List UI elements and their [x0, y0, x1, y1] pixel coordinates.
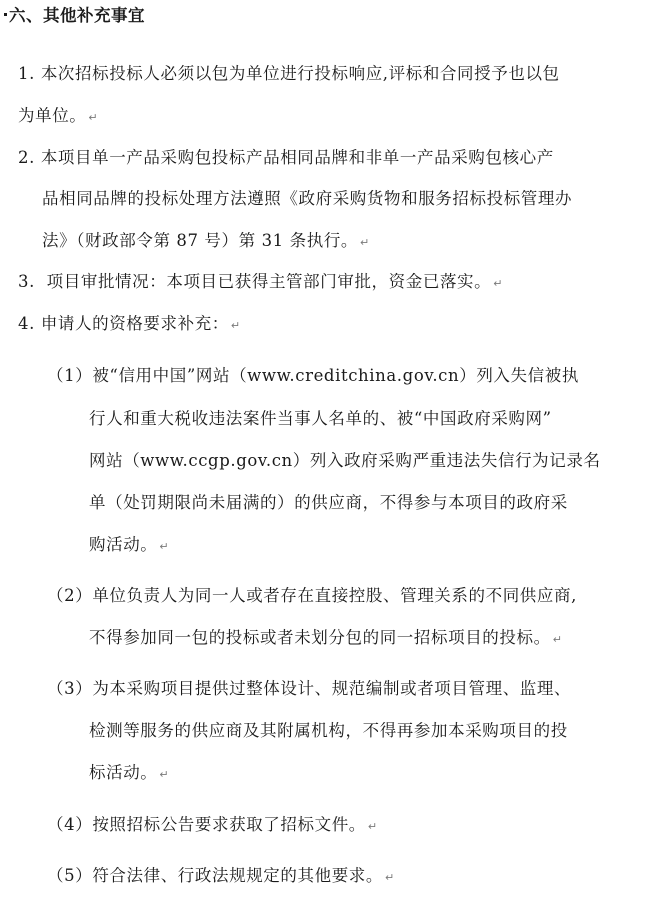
sub-item-number: （1）	[47, 366, 93, 385]
paragraph-mark-icon: ↵	[360, 236, 370, 249]
sub-5-line-1: （5）符合法律、行政法规规定的其他要求。 ↵	[47, 866, 395, 885]
item-1-line-2: 为单位。 ↵	[18, 106, 98, 125]
paragraph-mark-icon: ↵	[493, 277, 503, 290]
sub-2-line-2: 不得参加同一包的投标或者未划分包的同一招标项目的投标。 ↵	[89, 628, 562, 647]
paragraph-mark-icon: ↵	[552, 633, 562, 646]
sub-item-number: （4）	[47, 815, 93, 834]
item-3-line-1: 3. 项目审批情况：本项目已获得主管部门审批，资金已落实。 ↵	[18, 272, 503, 291]
section-heading: 六、其他补充事宜	[4, 6, 145, 26]
sub-4-line-1: （4）按照招标公告要求获取了招标文件。 ↵	[47, 815, 378, 834]
sub-3-line-2: 检测等服务的供应商及其附属机构，不得再参加本采购项目的投	[89, 721, 568, 740]
item-2-line-2: 品相同品牌的投标处理方法遵照《政府采购货物和服务招标投标管理办	[42, 189, 573, 208]
paragraph-mark-icon: ↵	[88, 111, 98, 124]
paragraph-mark-icon: ↵	[367, 820, 378, 833]
item-2-line-1: 2. 本项目单一产品采购包投标产品相同品牌和非单一产品采购包核心产	[18, 148, 554, 167]
heading-bullet-icon	[4, 13, 7, 16]
item-number: 3.	[18, 272, 35, 291]
item-number: 1.	[18, 64, 35, 83]
sub-2-line-1: （2）单位负责人为同一人或者存在直接控股、管理关系的不同供应商,	[47, 586, 577, 605]
sub-1-line-1: （1）被“信用中国”网站（www.creditchina.gov.cn）列入失信被执	[47, 366, 579, 385]
paragraph-mark-icon: ↵	[159, 540, 169, 553]
paragraph-mark-icon: ↵	[159, 768, 169, 781]
item-number: 2.	[18, 148, 35, 167]
sub-1-line-4: 单（处罚期限尚未届满的）的供应商，不得参与本项目的政府采	[89, 493, 568, 512]
sub-1-line-2: 行人和重大税收违法案件当事人名单的、被“中国政府采购网”	[89, 409, 552, 428]
sub-1-line-3: 网站（www.ccgp.gov.cn）列入政府采购严重违法失信行为记录名	[89, 451, 601, 470]
item-2-line-3: 法》（财政部令第 87 号）第 31 条执行。 ↵	[42, 231, 370, 250]
item-4-line-1: 4. 申请人的资格要求补充： ↵	[18, 314, 241, 333]
paragraph-mark-icon: ↵	[385, 871, 395, 884]
paragraph-mark-icon: ↵	[230, 319, 241, 332]
sub-1-line-5: 购活动。 ↵	[89, 535, 169, 554]
sub-3-line-1: （3）为本采购项目提供过整体设计、规范编制或者项目管理、监理、	[47, 679, 572, 698]
sub-item-number: （3）	[47, 679, 93, 698]
item-1-line-1: 1. 本次招标投标人必须以包为单位进行投标响应,评标和合同授予也以包	[18, 64, 560, 83]
sub-item-number: （5）	[47, 866, 93, 885]
sub-item-number: （2）	[47, 586, 93, 605]
sub-3-line-3: 标活动。 ↵	[89, 763, 169, 782]
item-number: 4.	[18, 314, 35, 333]
